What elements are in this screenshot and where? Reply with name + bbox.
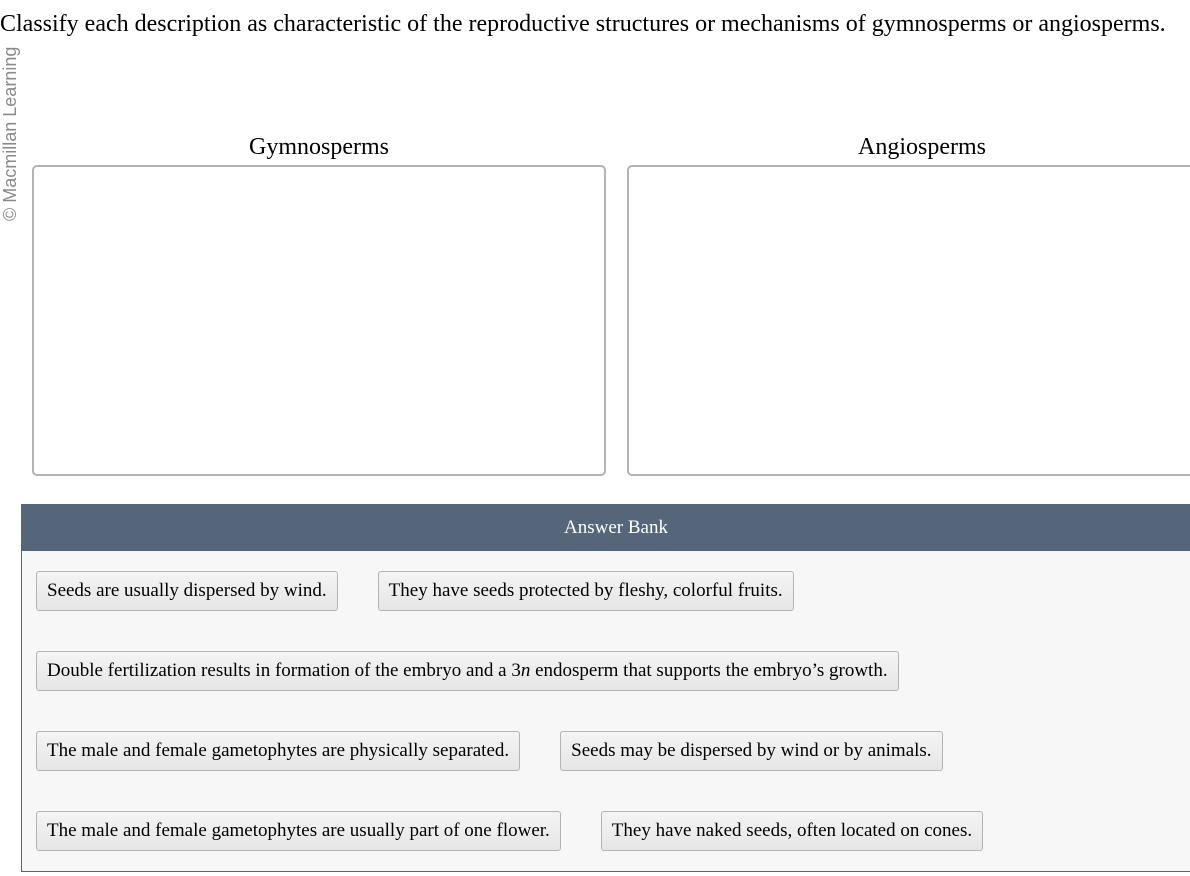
answer-bank-row — [36, 811, 983, 851]
answer-chip[interactable]: Seeds are usually dispersed by wind. — [36, 571, 338, 611]
answer-bank-row — [36, 731, 943, 771]
answer-chip[interactable]: They have seeds protected by fleshy, colorful fruits. — [378, 571, 794, 611]
copyright-watermark: © Macmillan Learning — [0, 46, 20, 221]
answer-chip-text: Double fertilization results in formation of the embryo and a 3 — [47, 660, 521, 681]
question-prompt: Classify each description as characteristic of the reproductive structures or mechanisms of gymnosperms or angiosperms. — [0, 11, 1166, 37]
answer-chip[interactable]: Seeds may be dispersed by wind or by animals. — [560, 731, 942, 771]
bin-gymnosperms-dropzone[interactable] — [32, 165, 606, 476]
answer-chip[interactable]: They have naked seeds, often located on cones. — [601, 811, 983, 851]
answer-bank-row — [36, 571, 794, 611]
answer-bank-row — [36, 651, 899, 691]
bin-angiosperms-dropzone[interactable] — [627, 165, 1190, 476]
answer-chip-text: endosperm that supports the embryo’s growth. — [530, 660, 888, 681]
answer-bank — [21, 504, 1190, 872]
answer-bank-title: Answer Bank — [21, 504, 1190, 551]
bin-gymnosperms — [32, 132, 606, 476]
answer-chip-italic: n — [520, 660, 531, 681]
answer-chip[interactable]: The male and female gametophytes are physically separated. — [36, 731, 520, 771]
bin-angiosperms — [627, 132, 1190, 476]
bin-gymnosperms-title: Gymnosperms — [249, 134, 389, 160]
answer-chip[interactable]: The male and female gametophytes are usually part of one flower. — [36, 811, 561, 851]
bin-angiosperms-title: Angiosperms — [858, 134, 986, 160]
answer-chip[interactable] — [36, 651, 899, 691]
